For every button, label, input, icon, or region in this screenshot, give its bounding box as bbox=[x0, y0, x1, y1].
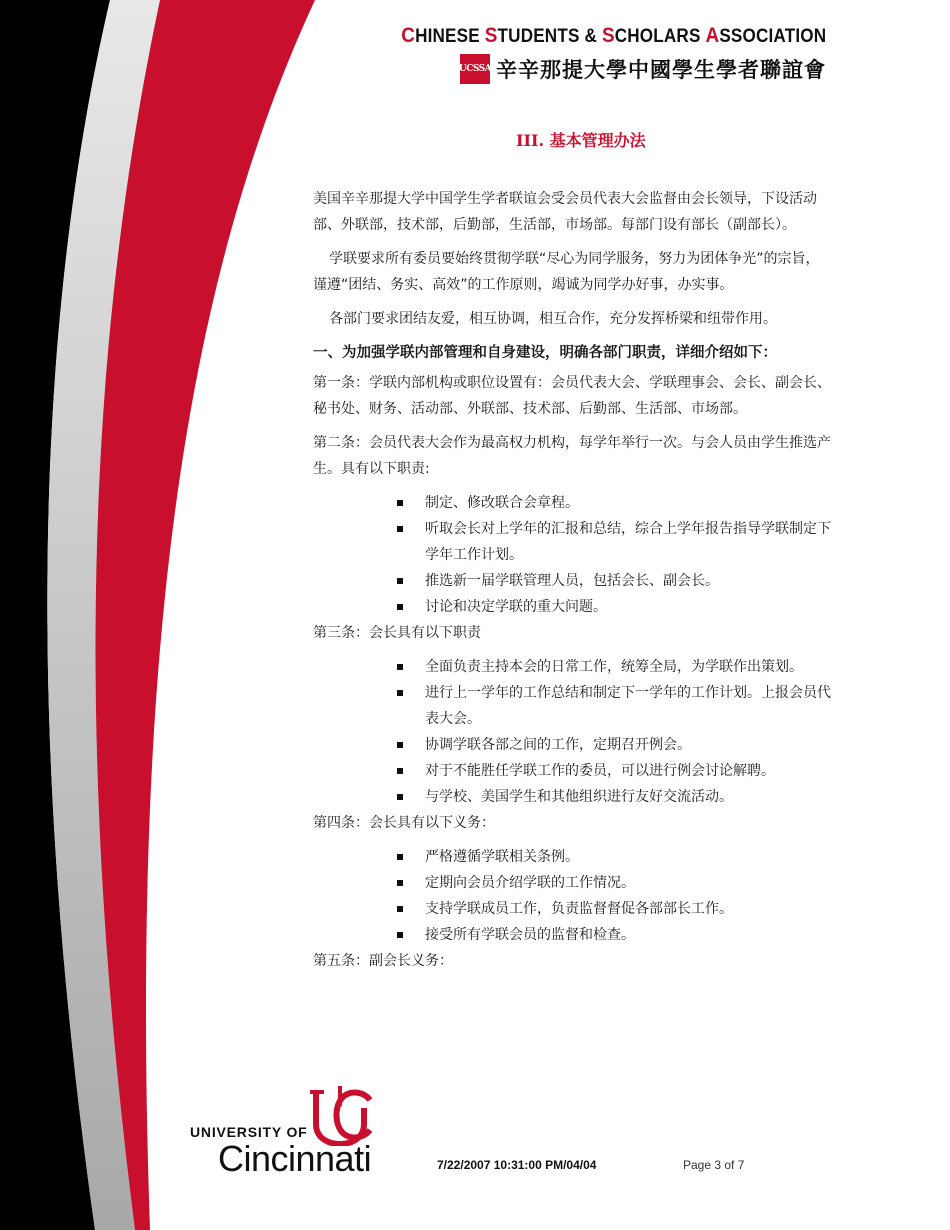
list-item-text: 全面负责主持本会的日常工作，统筹全局，为学联作出策划。 bbox=[425, 659, 803, 675]
square-bullet-icon bbox=[397, 690, 403, 696]
list-item bbox=[397, 844, 833, 870]
square-bullet-icon bbox=[397, 854, 403, 860]
ucssa-seal-logo: UCSSA bbox=[460, 54, 490, 84]
list-item-text: 制定、修改联合会章程。 bbox=[425, 495, 579, 511]
list-item-text: 推选新一届学联管理人员，包括会长、副会长。 bbox=[425, 573, 719, 589]
section-title: III. 基本管理办法 bbox=[516, 131, 646, 150]
square-bullet-icon bbox=[397, 794, 403, 800]
footer-date: 7/22/2007 10:31:00 PM/04/04 bbox=[437, 1158, 597, 1172]
intro-paragraph-2: 学联要求所有委员要始终贯彻学联“尽心为同学服务，努力为团体争光”的宗旨，谨遵“团结、务实、高效”的工作原则，竭诚为同学办好事，办实事。 bbox=[313, 251, 820, 293]
article-4-bullet-list bbox=[397, 844, 833, 948]
square-bullet-icon bbox=[397, 906, 403, 912]
association-chinese-row bbox=[354, 54, 826, 84]
square-bullet-icon bbox=[397, 604, 403, 610]
square-bullet-icon bbox=[397, 932, 403, 938]
list-item bbox=[397, 680, 833, 732]
square-bullet-icon bbox=[397, 578, 403, 584]
list-item bbox=[397, 654, 833, 680]
association-english-name: CHINESE STUDENTS & SCHOLARS ASSOCIATION bbox=[400, 24, 826, 47]
decorative-swoosh-graphic bbox=[0, 0, 360, 1230]
uc-logo-cincinnati: Cincinnati bbox=[218, 1138, 372, 1179]
uc-logo-mark-icon bbox=[306, 1086, 378, 1146]
list-item-text: 讨论和决定学联的重大问题。 bbox=[425, 599, 607, 615]
articles-list bbox=[313, 370, 833, 974]
intro-paragraph-1: 美国辛辛那提大学中国学生学者联谊会受会员代表大会监督由会长领导，下设活动部、外联部，技术部，后勤部，生活部，市场部。每部门设有部长（副部长）。 bbox=[313, 191, 817, 233]
list-item-text: 协调学联各部之间的工作，定期召开例会。 bbox=[425, 737, 691, 753]
square-bullet-icon bbox=[397, 742, 403, 748]
association-chinese-name: 辛辛那提大學中國學生學者聯誼會 bbox=[496, 58, 826, 82]
article-3: 第三条：会长具有以下职责 bbox=[313, 625, 481, 641]
article-3-bullet-list bbox=[397, 654, 833, 810]
square-bullet-icon bbox=[397, 880, 403, 886]
list-item-text: 听取会长对上学年的汇报和总结，综合上学年报告指导学联制定下学年工作计划。 bbox=[425, 521, 831, 563]
uc-logo-university-of: UNIVERSITY OF bbox=[190, 1124, 308, 1140]
list-item-text: 与学校、美国学生和其他组织进行友好交流活动。 bbox=[425, 789, 733, 805]
list-item bbox=[397, 870, 833, 896]
article-5: 第五条：副会长义务： bbox=[313, 953, 453, 969]
list-item bbox=[397, 568, 833, 594]
article-1: 第一条：学联内部机构或职位设置有：会员代表大会、学联理事会、会长、副会长、秘书处、财务、活动部、外联部、技术部、后勤部、生活部、市场部。 bbox=[313, 375, 831, 417]
list-item bbox=[397, 758, 833, 784]
article-2: 第二条：会员代表大会作为最高权力机构，每学年举行一次。与会人员由学生推选产生。具有以下职责: bbox=[313, 435, 831, 477]
footer-page-number: Page 3 of 7 bbox=[683, 1158, 745, 1172]
list-item-text: 严格遵循学联相关条例。 bbox=[425, 849, 579, 865]
square-bullet-icon bbox=[397, 768, 403, 774]
heading-responsibilities: 一、为加强学联内部管理和自身建设，明确各部门职责，详细介绍如下： bbox=[313, 345, 777, 361]
list-item bbox=[397, 594, 833, 620]
list-item bbox=[397, 516, 833, 568]
article-4: 第四条：会长具有以下义务： bbox=[313, 815, 495, 831]
list-item bbox=[397, 784, 833, 810]
article-2-bullet-list bbox=[397, 490, 833, 620]
list-item bbox=[397, 896, 833, 922]
list-item-text: 进行上一学年的工作总结和制定下一学年的工作计划。上报会员代表大会。 bbox=[425, 685, 831, 727]
document-body bbox=[313, 186, 833, 982]
list-item-text: 支持学联成员工作，负责监督督促各部部长工作。 bbox=[425, 901, 733, 917]
intro-paragraph-3: 各部门要求团结友爱，相互协调，相互合作，充分发挥桥梁和纽带作用。 bbox=[329, 311, 777, 327]
association-header bbox=[354, 24, 826, 84]
list-item-text: 对于不能胜任学联工作的委员，可以进行例会讨论解聘。 bbox=[425, 763, 775, 779]
list-item-text: 接受所有学联会员的监督和检查。 bbox=[425, 927, 635, 943]
list-item bbox=[397, 732, 833, 758]
list-item bbox=[397, 490, 833, 516]
list-item bbox=[397, 922, 833, 948]
square-bullet-icon bbox=[397, 664, 403, 670]
square-bullet-icon bbox=[397, 526, 403, 532]
square-bullet-icon bbox=[397, 500, 403, 506]
list-item-text: 定期向会员介绍学联的工作情况。 bbox=[425, 875, 635, 891]
